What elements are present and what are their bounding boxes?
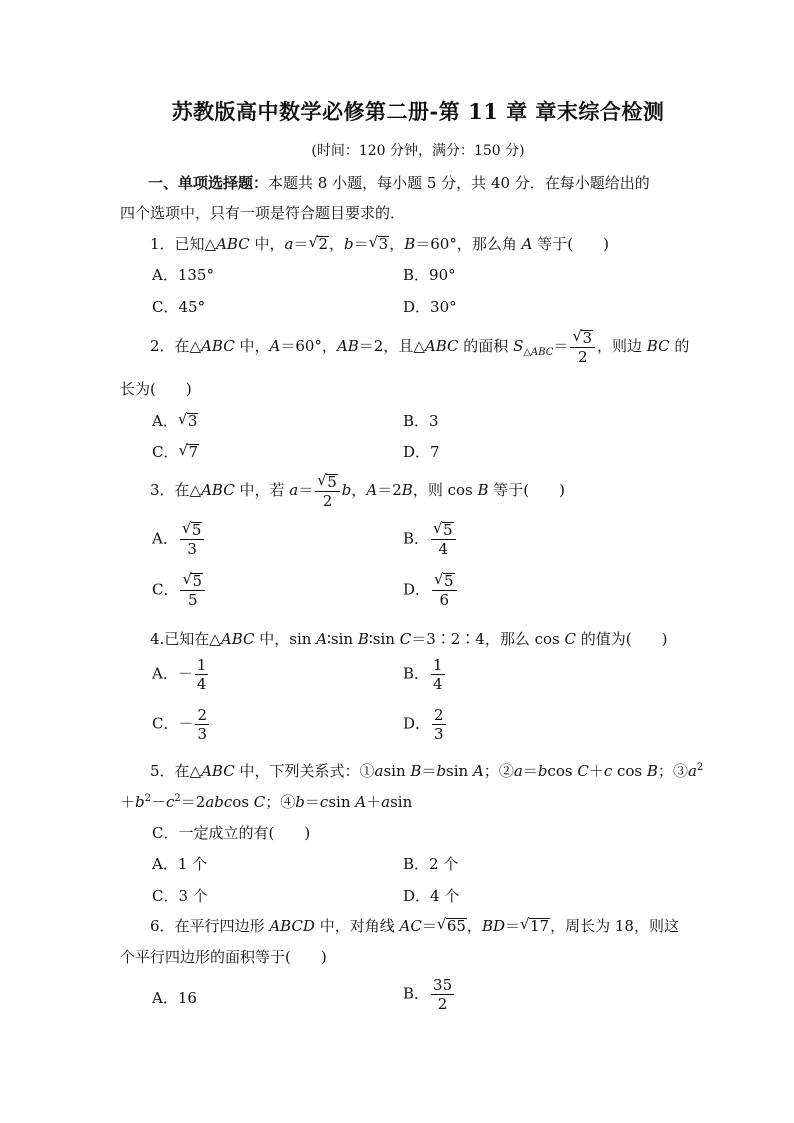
sqrt-3 [369, 235, 390, 253]
option-label: C． [152, 443, 179, 461]
q5-var: a [374, 762, 384, 780]
radicand: 3 [378, 235, 389, 253]
q1-text: ， [389, 235, 405, 253]
q2-var: ABC [201, 337, 235, 355]
q5-var: A [355, 793, 367, 811]
q3-text: 中，若 [234, 481, 290, 499]
q2-option-d: D．7 [403, 443, 440, 461]
q2-var: S [513, 337, 524, 355]
q5-var: B [646, 762, 658, 780]
sqrt [182, 572, 203, 590]
q5-var: a [381, 793, 391, 811]
q5-var: b [436, 762, 447, 780]
q5-text: ＝ [522, 762, 538, 780]
sqrt [182, 521, 203, 539]
denominator: 5 [187, 591, 198, 609]
sqrt [433, 521, 454, 539]
q3-fraction [315, 473, 340, 510]
q5-text: ＝2 [180, 793, 206, 811]
q5-option-b: B．2 个 [403, 855, 459, 873]
q5-text: sin [328, 793, 356, 811]
radicand: 3 [582, 328, 593, 347]
q4-var: C [564, 630, 576, 648]
q3-option-b [403, 521, 458, 558]
q5-text: 中，下列关系式：① [234, 762, 375, 780]
q4-option-a [152, 656, 210, 693]
q5-option-c: C．3 个 [152, 887, 208, 905]
q5-var: b [537, 762, 548, 780]
q6-option-b [403, 976, 456, 1013]
q1-var: B [404, 235, 416, 253]
option-label: A．－ [152, 664, 193, 683]
numerator: 35 [433, 976, 453, 994]
q1-var: b [344, 235, 354, 253]
q4-option-d [403, 706, 448, 743]
q4-text: 中，sin [254, 630, 317, 648]
q1-option-c: C．45° [152, 298, 206, 316]
page-title: 苏教版高中数学必修第二册-第 11 章 章末综合检测 [171, 99, 665, 124]
q1-text: 中， [249, 235, 285, 253]
q5-text: sin [383, 762, 411, 780]
q5-var: ABC [201, 762, 235, 780]
denominator: 2 [437, 995, 448, 1013]
q3-option-a [152, 521, 206, 558]
superscript: 2 [174, 793, 181, 804]
denominator: 3 [434, 725, 444, 743]
q5-option-a: A．1 个 [152, 855, 208, 873]
q5-var: C [253, 793, 266, 811]
radicand: 17 [530, 917, 550, 935]
fraction [432, 572, 457, 609]
question-4 [150, 628, 667, 649]
q5-var: b [135, 793, 145, 811]
question-1 [150, 233, 609, 254]
q1-text: 1．已知△ [150, 235, 217, 253]
q2-text: 中， [234, 337, 270, 355]
q1-text: ， [329, 235, 345, 253]
section-instructions-2: 四个选项中，只有一项是符合题目要求的． [120, 204, 406, 222]
sqrt-2 [308, 235, 329, 253]
q1-text: ＝ [353, 235, 369, 253]
q5-var: a [513, 762, 523, 780]
exam-info: (时间：120 分钟，满分：150 分) [311, 143, 525, 159]
q2-var: AB [336, 337, 359, 355]
section-heading-line [148, 172, 650, 193]
option-label: D． [403, 580, 431, 599]
fraction [432, 706, 446, 743]
q5-text: ；③ [657, 762, 688, 780]
numerator: 1 [433, 656, 443, 674]
fraction [431, 976, 454, 1013]
question-6 [150, 915, 679, 936]
q3-var: a [289, 481, 299, 499]
q5-text: ＋ [120, 793, 136, 811]
q3-var: B [477, 481, 489, 499]
radicand: 5 [327, 472, 337, 491]
q2-option-b: B．3 [403, 412, 439, 430]
q1-var: A [521, 235, 533, 253]
q2-var: ABC [424, 337, 459, 355]
q5-text: sin [446, 762, 473, 780]
q5-text: ＋ [588, 762, 604, 780]
q2-var: BC [646, 337, 670, 355]
sqrt [572, 329, 593, 347]
q3-option-c [152, 572, 207, 609]
q4-option-b [403, 656, 447, 693]
q5-text: 5．在△ [150, 762, 202, 780]
option-label: C．－ [152, 714, 194, 733]
q6-text: ＝ [505, 917, 521, 935]
q5-var: B [410, 762, 422, 780]
sqrt [317, 473, 338, 491]
q6-var: AC [399, 917, 422, 935]
q4-var: A [316, 630, 328, 648]
radicand: 5 [443, 521, 453, 539]
q5-option-d: D．4 个 [403, 887, 460, 905]
q4-option-c [152, 706, 211, 743]
q5-var: c [603, 762, 613, 780]
q3-var: b [341, 481, 352, 499]
sqrt-65 [437, 917, 467, 935]
q5-var: abc [205, 793, 233, 811]
q2-fraction [570, 329, 595, 366]
section-heading: 一、单项选择题： [148, 174, 269, 192]
denominator: 6 [439, 591, 450, 609]
radicand: 2 [318, 235, 329, 253]
fraction [431, 521, 456, 558]
q2-text: ＝60°， [280, 337, 337, 355]
sqrt [178, 443, 199, 461]
q2-option-a [152, 410, 198, 431]
fraction [180, 572, 205, 609]
question-5 [150, 760, 703, 781]
q3-var: ABC [201, 481, 235, 499]
q1-text: ＝60°，那么角 [415, 235, 522, 253]
q3-text: 等于( ) [488, 481, 566, 499]
denominator: 3 [197, 725, 208, 743]
q5-var: b [295, 793, 305, 811]
q6-line2: 个平行四边形的面积等于( ) [120, 948, 327, 966]
q2-text: 的 [669, 337, 690, 355]
q4-var: B [357, 630, 369, 648]
radicand: 3 [187, 412, 198, 430]
q4-text: ＝3∶2∶4，那么 cos [411, 630, 565, 648]
q4-text: 的值为( ) [575, 630, 668, 648]
q3-var: B [401, 481, 413, 499]
q6-text: ，周长为 18，则这 [550, 917, 679, 935]
radicand: 5 [192, 572, 203, 590]
q1-triangle: ABC [216, 235, 250, 253]
fraction [195, 656, 209, 693]
q2-line2: 长为( ) [120, 380, 192, 398]
q6-option-a: A．16 [152, 989, 197, 1007]
q4-var: C [399, 630, 412, 648]
denominator: 2 [577, 347, 588, 366]
section-instructions-1: 本题共 8 小题，每小题 5 分，共 40 分．在每小题给出的 [268, 174, 650, 192]
q5-var: c [319, 793, 329, 811]
sqrt [178, 412, 199, 430]
q5-var: C [577, 762, 589, 780]
q3-text: 3．在△ [150, 481, 202, 499]
q5-var: c [166, 793, 175, 811]
radicand: 5 [444, 572, 454, 590]
option-label: D． [403, 714, 431, 733]
denominator: 2 [322, 491, 333, 510]
q3-text: ， [351, 481, 367, 499]
option-label: B． [403, 529, 430, 548]
q4-text: ∶sin [368, 630, 400, 648]
q2-option-c [152, 441, 199, 462]
q2-subscript: △ABC [523, 347, 554, 358]
sqrt-17 [520, 917, 550, 935]
q2-text: ＝2，且△ [358, 337, 425, 355]
numerator: 2 [434, 706, 444, 724]
radicand: 7 [188, 443, 199, 461]
q6-text: ， [466, 917, 482, 935]
q2-var: A [269, 337, 281, 355]
q5-text: － [151, 793, 167, 811]
option-label: C． [152, 580, 179, 599]
radicand: 65 [446, 917, 466, 935]
option-label: B． [403, 984, 430, 1003]
q6-var: BD [481, 917, 505, 935]
option-label: A． [152, 529, 178, 548]
q3-text: ，则 cos [412, 481, 478, 499]
q5-text: cos [547, 762, 578, 780]
q1-option-a: A．135° [152, 266, 214, 284]
q1-option-b: B．90° [403, 266, 456, 284]
q5-text: ＋ [366, 793, 382, 811]
option-label: A． [152, 412, 178, 430]
sqrt [434, 572, 455, 590]
fraction [195, 706, 209, 743]
q1-text: ＝ [293, 235, 309, 253]
radicand: 5 [191, 521, 202, 539]
q6-text: 中，对角线 [314, 917, 400, 935]
denominator: 4 [433, 675, 443, 693]
q5-var: A [472, 762, 484, 780]
denominator: 4 [438, 540, 449, 558]
q2-text: ，则边 [597, 337, 647, 355]
q1-option-d: D．30° [403, 298, 457, 316]
numerator: 1 [196, 656, 207, 674]
q6-text: 6．在平行四边形 [150, 917, 270, 935]
q4-text: 4.已知在△ [150, 630, 221, 648]
q1-var: a [284, 235, 294, 253]
denominator: 3 [187, 540, 197, 558]
superscript: 2 [696, 762, 704, 773]
q2-text: ＝ [553, 337, 569, 355]
q1-text: 等于( ) [532, 235, 609, 253]
fraction [180, 521, 205, 558]
question-3 [150, 470, 565, 510]
q3-var: A [366, 481, 378, 499]
q5-var: a [687, 762, 697, 780]
q6-text: ＝ [421, 917, 437, 935]
q5-text: os [232, 793, 254, 811]
q5-text: cos [612, 762, 647, 780]
q2-text: 2．在△ [150, 337, 202, 355]
q5-line3: C．一定成立的有( ) [152, 824, 311, 842]
option-label: B． [403, 664, 430, 683]
q4-var: ABC [220, 630, 255, 648]
superscript: 2 [144, 793, 151, 804]
q2-text: 的面积 [458, 337, 514, 355]
fraction [431, 656, 445, 693]
q5-text: ＝ [304, 793, 320, 811]
q3-text: ＝ [298, 481, 314, 499]
q5-text: ＝ [421, 762, 437, 780]
q5-line2 [120, 791, 412, 812]
q3-text: ＝2 [377, 481, 402, 499]
q5-text: ；② [483, 762, 514, 780]
denominator: 4 [196, 675, 207, 693]
numerator: 2 [197, 706, 208, 724]
q3-option-d [403, 572, 459, 609]
q4-text: ∶sin [327, 630, 358, 648]
question-2 [150, 326, 689, 373]
q5-text: sin [390, 793, 413, 811]
q5-text: ；④ [265, 793, 296, 811]
q6-var: ABCD [269, 917, 315, 935]
